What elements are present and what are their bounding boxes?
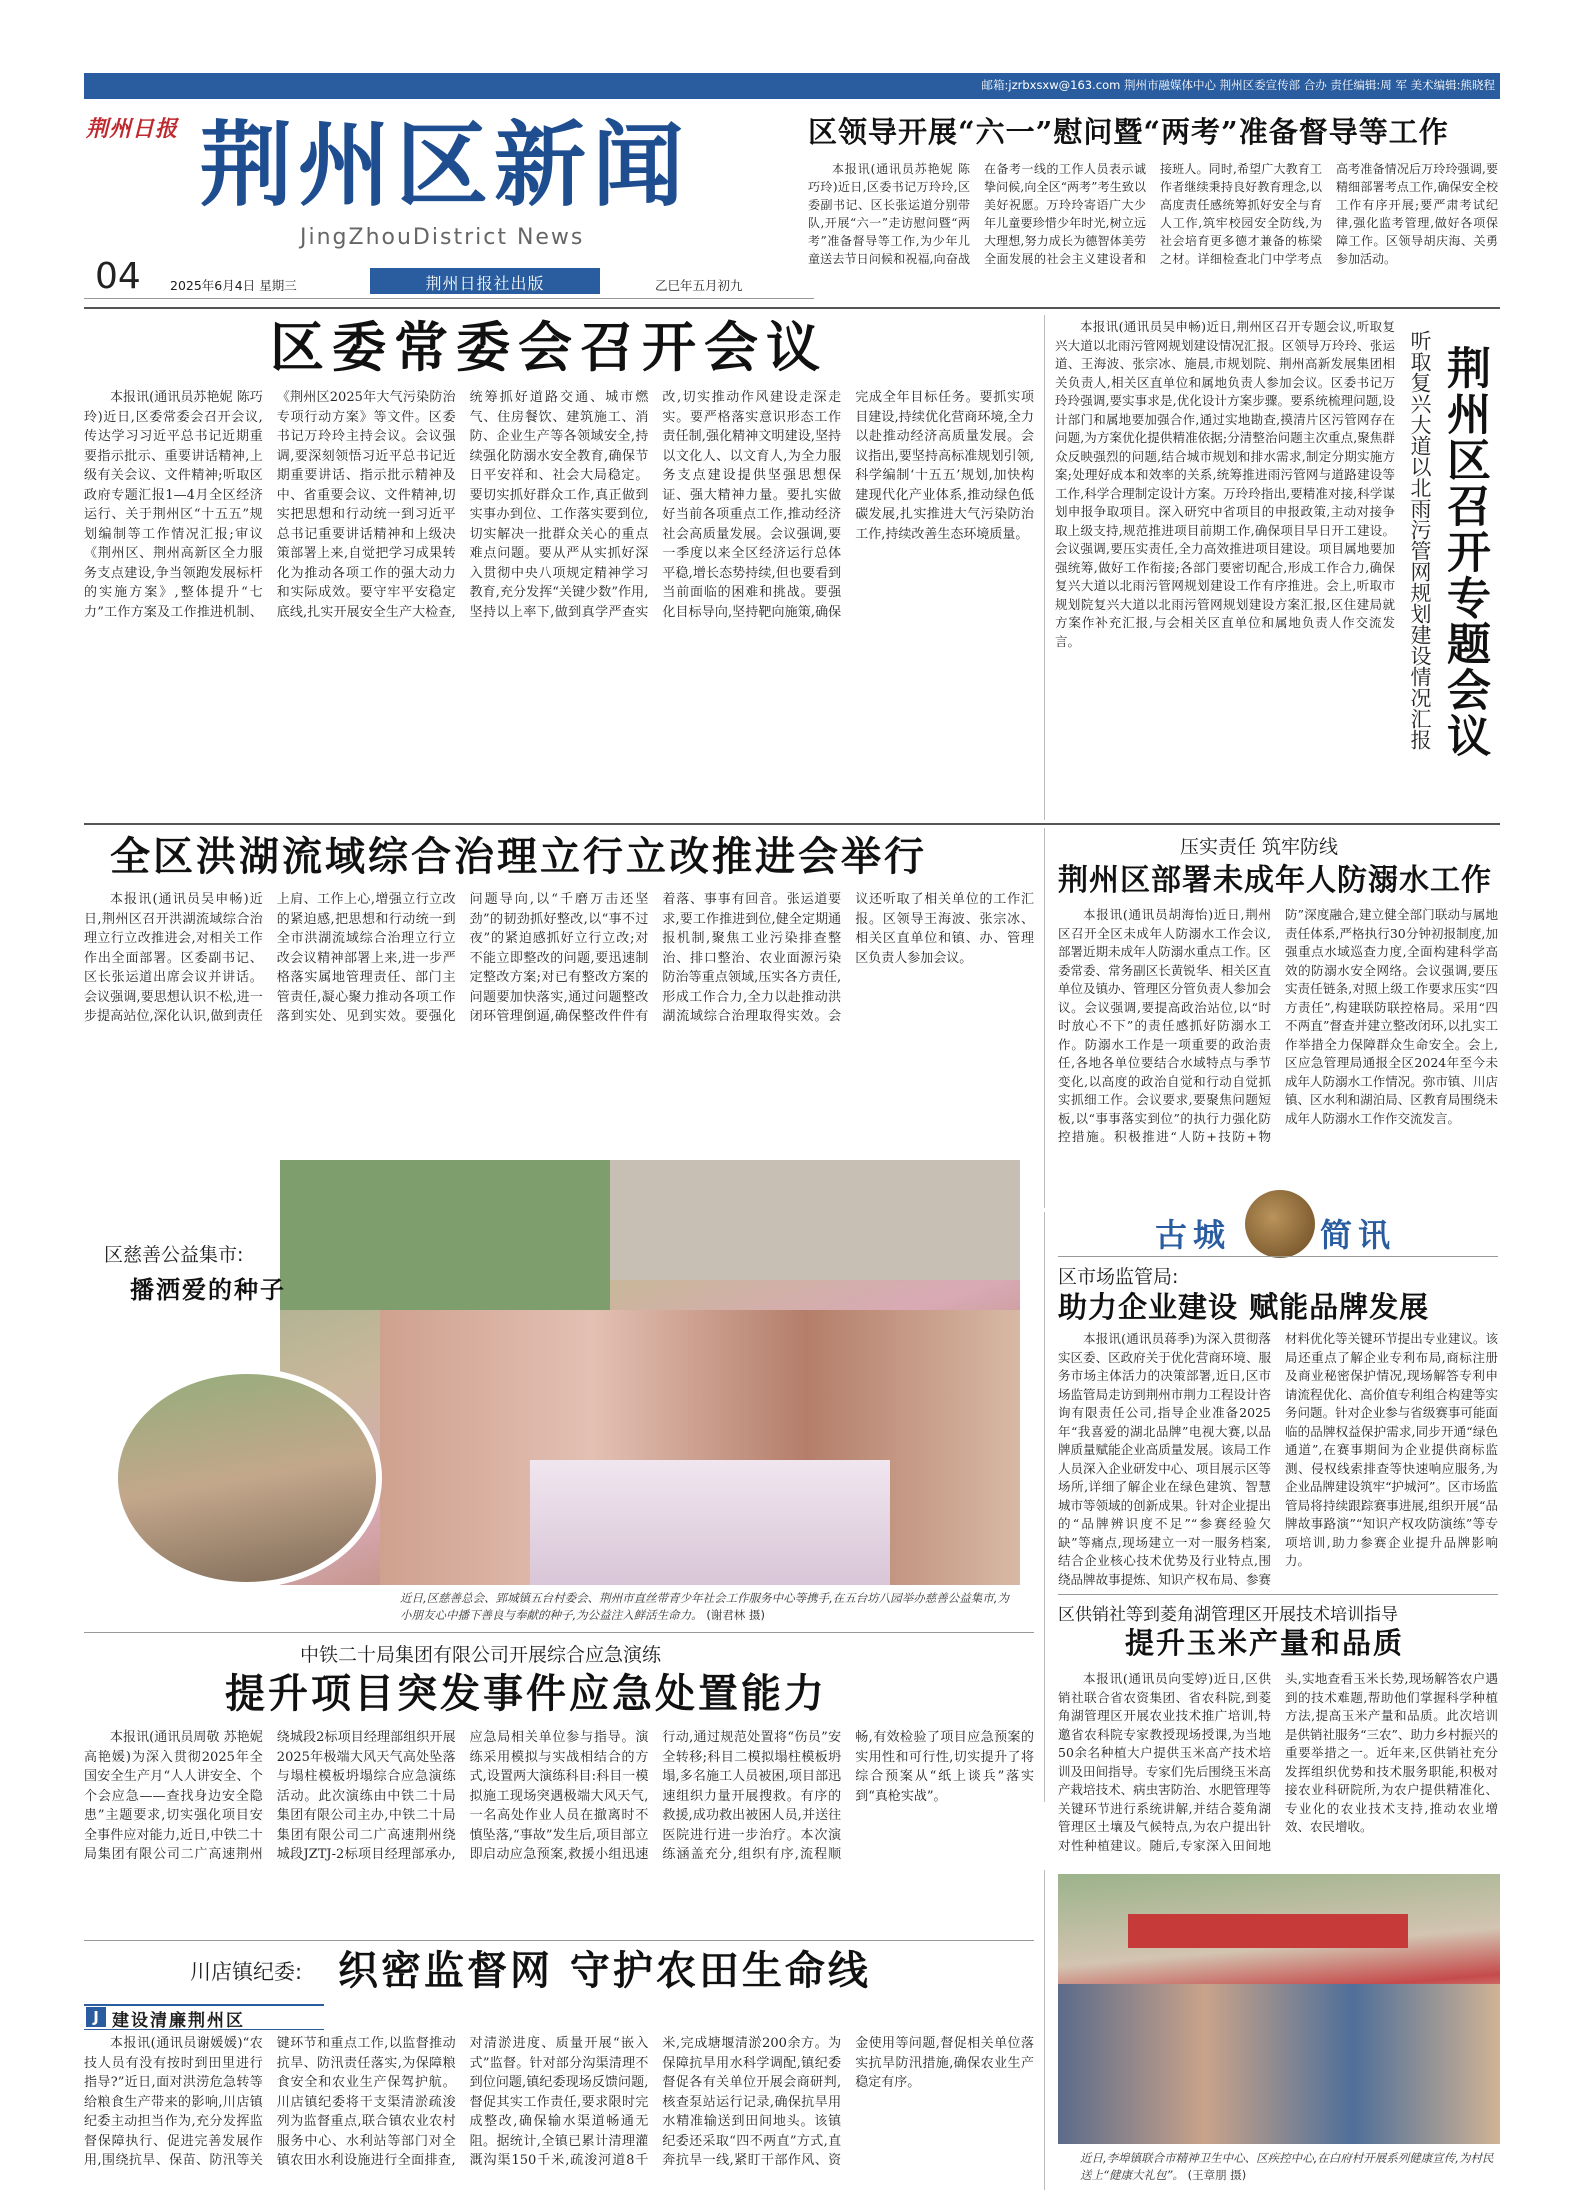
column-rule-briefs [1044, 1212, 1045, 1802]
column-rule-right [1044, 315, 1045, 820]
article-sewer-plan [1055, 318, 1395, 818]
publisher-label: 荆州日报社出版 [425, 274, 545, 293]
kicker-drowning: 压实责任 筑牢防线 [1180, 836, 1339, 858]
section-rule-2 [84, 823, 1500, 825]
issue-date: 2025年6月4日 星期三 [170, 278, 297, 293]
article-market [1058, 1330, 1498, 1592]
article-drowning [1058, 906, 1498, 1206]
headline-honghu-basin: 全区洪湖流域综合治理立行立改推进会举行 [110, 833, 927, 880]
article-farm [84, 2034, 1034, 2190]
headline-leader-visit: 区领导开展“六一”慰问暨“两考”准备督导等工作 [808, 115, 1449, 149]
masthead-rule [84, 298, 814, 299]
column-label-text: 建设清廉荆州区 [112, 2011, 245, 2031]
photo-banner-shape [1128, 1914, 1408, 1948]
dragon-emblem [1245, 1190, 1315, 1258]
article-rail [84, 1728, 1034, 1936]
charity-caption-text: 近日,区慈善总会、郢城镇五台村委会、荆州市直丝带青少年社会工作服务中心等携手,在五台坊八园举办慈善公益集市,为小朋友心中播下善良与奉献的种子,为公益注入鲜活生命力。 [400, 1591, 1009, 1622]
article-honghu-basin [84, 890, 1034, 1158]
headline-farm: 织密监督网 守护农田生命线 [338, 1947, 871, 1994]
kicker-market: 区市场监管局: [1058, 1266, 1179, 1288]
masthead-title: 荆州区新闻 [200, 111, 691, 219]
article-standing-committee [84, 388, 1034, 818]
market-rule [1058, 1594, 1498, 1595]
column-label-icon: J [86, 2007, 106, 2027]
charity-label-2: 播洒爱的种子 [130, 1275, 286, 1304]
column-rule-health [1044, 1870, 1045, 2190]
headline-drowning: 荆州区部署未成年人防溺水工作 [1058, 863, 1492, 898]
charity-market-photo [280, 1160, 1020, 1585]
section-rule-1 [84, 307, 1500, 309]
health-campaign-photo [1058, 1874, 1500, 2144]
briefs-rule [1058, 1256, 1498, 1257]
briefs-title-right: 简讯 [1320, 1216, 1397, 1254]
section-rule-farm [84, 1940, 1034, 1941]
page-number: 04 [95, 256, 141, 297]
health-photo-credit: (王章朋 摄) [1187, 2168, 1247, 2182]
article-leader-visit-text: 本报讯(通讯员苏艳妮 陈巧玲)近日,区委书记万玲玲,区委副书记、区长张运道分别带队,开展“六一”走访慰问暨“两考”准备督导等工作,为少年儿童送去节日问候和祝福,向奋战在备考一线的工作人员表示诚挚问候,向全区“两考”考生致以美好祝愿。万玲玲寄语广大少年儿童要珍惜少年时光,树立远大理想,努力成长为德智体美劳全面发展的社会主义建设者和接班人。同时,希望广大教育工作者继续秉持良好教育理念,以高度责任感统筹抓好安全与育人工作,筑牢校园安全防线,为社会培育更多德才兼备的栋梁之材。详细检查北门中学考点高考准备情况后万玲玲强调,要精细部署考点工作,确保安全校工作有序开展;要严肃考试纪律,强化监考管理,做好各项保障工作。区领导胡庆海、关勇参加活动。 [808, 162, 1498, 266]
article-honghu-basin-text: 本报讯(通讯员吴申畅)近日,荆州区召开洪湖流域综合治理立行立改推进会,对相关工作作出全面部署。区委副书记、区长张运道出席会议并讲话。会议强调,要思想认识不松,进一步提高站位,深化认识,做到责任上肩、工作上心,增强立行立改的紧迫感,把思想和行动统一到全市洪湖流域综合治理立行立改会议精神部署上来,进一步严格落实属地管理责任、部门主管责任,凝心聚力推动各项工作落到实处、见到实效。要强化问题导向,以“千磨万击还坚劲”的韧劲抓好整改,以“事不过夜”的紧迫感抓好立行立改;对不能立即整改的问题,要迅速制定整改方案;对已有整改方案的问题要加快落实,通过问题整改闭环管理倒逼,确保整改件件有着落、事事有回音。张运道要求,要工作推进到位,健全定期通报机制,聚焦工业污染排查整治、排口整治、农业面源污染防治等重点领域,压实各方责任,形成工作合力,全力以赴推动洪湖流域综合治理取得实效。会议还听取了相关单位的工作汇报。区领导王海波、张宗冰、相关区直单位和镇、办、管理区负责人参加会议。 [84, 892, 1034, 1024]
kicker-rail: 中铁二十局集团有限公司开展综合应急演练 [300, 1644, 662, 1666]
article-corn [1058, 1670, 1498, 1866]
column-rule-drowning [1044, 828, 1045, 1208]
headline-corn: 提升玉米产量和品质 [1125, 1626, 1405, 1660]
health-caption-text: 近日,李埠镇联合市精神卫生中心、区疾控中心,在白府村开展系列健康宣传,为村民送上“健康大礼包”。 [1080, 2151, 1494, 2182]
article-drowning-text: 本报讯(通讯员胡海怡)近日,荆州区召开全区未成年人防溺水工作会议,部署近期未成年人防溺水重点工作。区委常委、常务副区长黄锐华、相关区直单位及镇办、管理区分管负责人参加会议。会议强调,要提高政治站位,以“时时放心不下”的责任感抓好防溺水工作。防溺水工作是一项重要的政治责任,各地各单位要结合水域特点与季节变化,以高度的政治自觉和行动自觉抓实抓细工作。会议要求,要聚焦问题短板,以“事事落实到位”的执行力强化防控措施。积极推进“人防+技防+物防”深度融合,建立健全部门联动与属地责任体系,严格执行30分钟初报制度,加强重点水域巡查力度,全面构建科学高效的防溺水安全网络。会议强调,要压实责任链条,对照上级工作要求压实“四方责任”,构建联防联控格局。采用“四不两直”督查并建立整改闭环,以扎实工作举措全力保障群众生命安全。会上,区应急管理局通报全区2024年至今未成年人防溺水工作情况。弥市镇、川店镇、区水利和湖泊局、区教育局围绕未成年人防溺水工作作交流发言。 [1058, 907, 1498, 1144]
charity-label-1: 区慈善公益集市: [104, 1244, 244, 1266]
kicker-corn: 区供销社等到菱角湖管理区开展技术培训指导 [1058, 1605, 1398, 1625]
subhead-sewer-plan: 听取复兴大道以北雨污管网规划建设情况汇报 [1408, 330, 1432, 750]
headline-market: 助力企业建设 赋能品牌发展 [1058, 1290, 1430, 1324]
article-standing-committee-text: 本报讯(通讯员苏艳妮 陈巧玲)近日,区委常委会召开会议,传达学习习近平总书记近期重要指示批示、重要讲话精神,上级有关会议、文件精神;听取区政府专题汇报1—4月全区经济运行、关于荆州区“十五五”规划编制等工作情况汇报;审议《荆州区、荆州高新区全力服务支点建设,争当领跑发展标杆的实施方案》,整体提升“七力”工作方案及工作推进机制、《荆州区2025年大气污染防治专项行动方案》等文件。区委书记万玲玲主持会议。会议强调,要深刻领悟习近平总书记近期重要讲话、指示批示精神及中、省重要会议、文件精神,切实把思想和行动统一到习近平总书记重要讲话精神和上级决策部署上来,自觉把学习成果转化为推动各项工作的强大动力和实际成效。要守牢平安稳定底线,扎实开展安全生产大检查,统筹抓好道路交通、城市燃气、住房餐饮、建筑施工、消防、企业生产等各领域安全,持续强化防溺水安全教育,确保节日平安祥和、社会大局稳定。要切实抓好群众工作,真正做到实事办到位、工作落实要到位,切实解决一批群众关心的重点难点问题。要从严从实抓好深入贯彻中央八项规定精神学习教育,充分发挥“关键少数”作用,坚持以上率下,做到真学严查实改,切实推动作风建设走深走实。要严格落实意识形态工作责任制,强化精神文明建设,坚持以文化人、以文育人,为全力服务支点建设提供坚强思想保证、强大精神力量。要扎实做好当前各项重点工作,推动经济社会高质量发展。会议强调,要一季度以来全区经济运行总体平稳,增长态势持续,但也要看到当前面临的困难和挑战。要强化目标导向,坚持靶向施策,确保完成全年目标任务。要抓实项目建设,持续优化营商环境,全力以赴推动经济高质量发展。会议指出,要坚持高标准规划引领,科学编制‘十五五’规划,加快构建现代化产业体系,推动绿色低碳发展,扎实推进大气污染防治工作,持续改善生态环境质量。 [84, 390, 1034, 620]
lunar-date: 乙巳年五月初九 [655, 278, 743, 293]
charity-photo-credit: (谢君林 摄) [706, 1608, 765, 1622]
charity-caption [400, 1590, 1020, 1626]
article-rail-text: 本报讯(通讯员周敬 苏艳妮 高艳媛)为深入贯彻2025年全国安全生产月“人人讲安全、个个会应急——查找身边安全隐患”主题要求,切实强化项目安全事件应对能力,近日,中铁二十局集团有限公司二广高速荆州绕城段2标项目经理部组织开展2025年极端大风天气高处坠落与塌柱模板坍塌综合应急演练活动。此次演练由中铁二十局集团有限公司主办,中铁二十局集团有限公司二广高速荆州绕城段JZTJ-2标项目经理部承办,应急局相关单位参与指导。演练采用模拟与实战相结合的方式,设置两大演练科目:科目一模拟施工现场突遇极端大风天气,一名高处作业人员在撤离时不慎坠落,“事故”发生后,项目部立即启动应急预案,救援小组迅速行动,通过规范处置将“伤员”安全转移;科目二模拟塌柱模板坍塌,多名施工人员被困,项目部迅速组织力量开展搜救。有序的救援,成功救出被困人员,并送往医院进行进一步治疗。本次演练涵盖充分,组织有序,流程顺畅,有效检验了项目应急预案的实用性和可行性,切实提升了将综合预案从“纸上谈兵”落实到“真枪实战”。 [84, 1730, 1034, 1862]
headline-rail: 提升项目突发事件应急处置能力 [225, 1670, 827, 1717]
article-leader-visit [808, 160, 1498, 300]
masthead-subtitle-en: JingZhouDistrict News [300, 225, 585, 250]
photo-tree-shape [280, 1160, 610, 1310]
briefs-title-left: 古城 [1155, 1216, 1232, 1254]
contact-line: 邮箱:jzrbxsxw@163.com 荆州市融媒体中心 荆州区委宣传部 合办 责任编辑:周 军 美术编辑:熊晓程 [981, 78, 1495, 92]
health-caption [1080, 2150, 1498, 2186]
section-rule-rail [84, 1632, 1034, 1633]
kicker-farm: 川店镇纪委: [190, 1960, 303, 1984]
photo-people-shape [1058, 1984, 1500, 2144]
photo-building-shape [600, 1160, 1020, 1280]
charity-photo-inset [112, 1368, 382, 1588]
newspaper-logo: 荆州日报 [86, 116, 179, 142]
article-market-text: 本报讯(通讯员蒋季)为深入贯彻落实区委、区政府关于优化营商环境、服务市场主体活力的决策部署,近日,区市场监管局走访到荆州市荆力工程设计咨询有限责任公司,指导企业准备2025年“我喜爱的湖北品牌”电视大赛,以品牌质量赋能企业高质量发展。该局工作人员深入企业研发中心、项目展示区等场所,详细了解企业在绿色建筑、智慧城市等领域的创新成果。针对企业提出的“品牌辨识度不足”“参赛经验欠缺”等痛点,现场建立一对一服务档案,结合企业核心技术优势及行业特点,围绕品牌故事提炼、知识产权布局、参赛材料优化等关键环节提出专业建议。该局还重点了解企业专利布局,商标注册及商业秘密保护情况,现场解答专利申请流程优化、高价值专利组合构建等实务问题。针对企业参与省级赛事可能面临的品牌权益保护需求,同步开通“绿色通道”,在赛事期间为企业提供商标监测、侵权线索排查等快速响应服务,为企业品牌建设筑牢“护城河”。区市场监管局将持续跟踪赛事进展,组织开展“品牌故事路演”“知识产权攻防演练”等专项培训,助力参赛企业提升品牌影响力。 [1058, 1331, 1498, 1587]
article-farm-text: 本报讯(通讯员谢媛媛)“农技人员有没有按时到田里进行指导?”近日,面对洪涝危急转等给粮食生产带来的影响,川店镇纪委主动担当作为,充分发挥监督保障执行、促进完善发展作用,围绕抗旱、保苗、防汛等关键环节和重点工作,以监督推动抗旱、防汛责任落实,为保障粮食安全和农业生产保驾护航。川店镇纪委将干支渠清淤疏浚列为监督重点,联合镇农业农村服务中心、水利站等部门对全镇农田水利设施进行全面排查,对清淤进度、质量开展“嵌入式”监督。针对部分沟渠清理不到位问题,镇纪委现场反馈问题,督促其实工作责任,要求限时完成整改,确保输水渠道畅通无阻。据统计,全镇已累计清理灌溉沟渠150千米,疏浚河道8千米,完成塘堰清淤200余方。为保障抗旱用水科学调配,镇纪委督促各有关单位开展会商研判,核查泵站运行记录,确保抗旱用水精准输送到田间地头。该镇纪委还采取“四不两直”方式,直奔抗旱一线,紧盯干部作风、资金使用等问题,督促相关单位落实抗旱防汛措施,确保农业生产稳定有序。 [84, 2036, 1034, 2168]
photo-table-shape [530, 1460, 890, 1585]
headline-sewer-plan: 荆州区召开专题会议 [1439, 345, 1490, 759]
article-sewer-plan-text: 本报讯(通讯员吴申畅)近日,荆州区召开专题会议,听取复兴大道以北雨污管网规划建设情况汇报。区领导万玲玲、张运道、王海波、张宗冰、施晨,市规划院、荆州高新发展集团相关负责人,相关区直单位和属地负责人参加会议。区委书记万玲玲强调,要实事求是,优化设计方案步骤。要系统梳理问题,设计部门和属地要加强合作,通过实地勘查,摸清片区污管网存在问题,为方案优化提供精准依据;分清整治问题主次重点,聚焦群众反映强烈的问题,结合城市规划和排水需求,制定分期实施方案;处理好成本和效率的关系,统筹推进雨污管网与道路建设等工作,科学合理制定设计方案。万玲玲指出,要精准对接,科学谋划申报争取项目。深入研究中省项目的申报政策,主动对接争取上级支持,规范推进项目前期工作,确保项目早日开工建设。会议强调,要压实责任,全力高效推进项目建设。项目属地要加强统筹,做好工作衔接;各部门要密切配合,形成工作合力,确保复兴大道以北雨污管网规划建设工作有序推进。会上,听取市规划院复兴大道以北雨污管网规划建设方案汇报,区住建局就方案作补充汇报,与会相关区直单位和属地负责人作交流发言。 [1055, 319, 1395, 649]
article-corn-text: 本报讯(通讯员向雯婷)近日,区供销社联合省农资集团、省农科院,到菱角湖管理区开展农业技术推广培训,特邀省农科院专家教授现场授课,为当地50余名种植大户提供玉米高产技术培训及田间指导。专家们先后围绕玉米高产栽培技术、病虫害防治、水肥管理等关键环节进行系统讲解,并结合菱角湖管理区土壤及气候特点,为农户提出针对性种植建议。随后,专家深入田间地头,实地查看玉米长势,现场解答农户遇到的技术难题,帮助他们掌握科学种植方法,提高玉米产量和品质。此次培训是供销社服务“三农”、助力乡村振兴的重要举措之一。近年来,区供销社充分发挥组织优势和技术服务职能,积极对接农业科研院所,为农户提供精准化、专业化的农业技术支持,推动农业增效、农民增收。 [1058, 1671, 1498, 1853]
headline-standing-committee: 区委常委会召开会议 [270, 315, 828, 379]
